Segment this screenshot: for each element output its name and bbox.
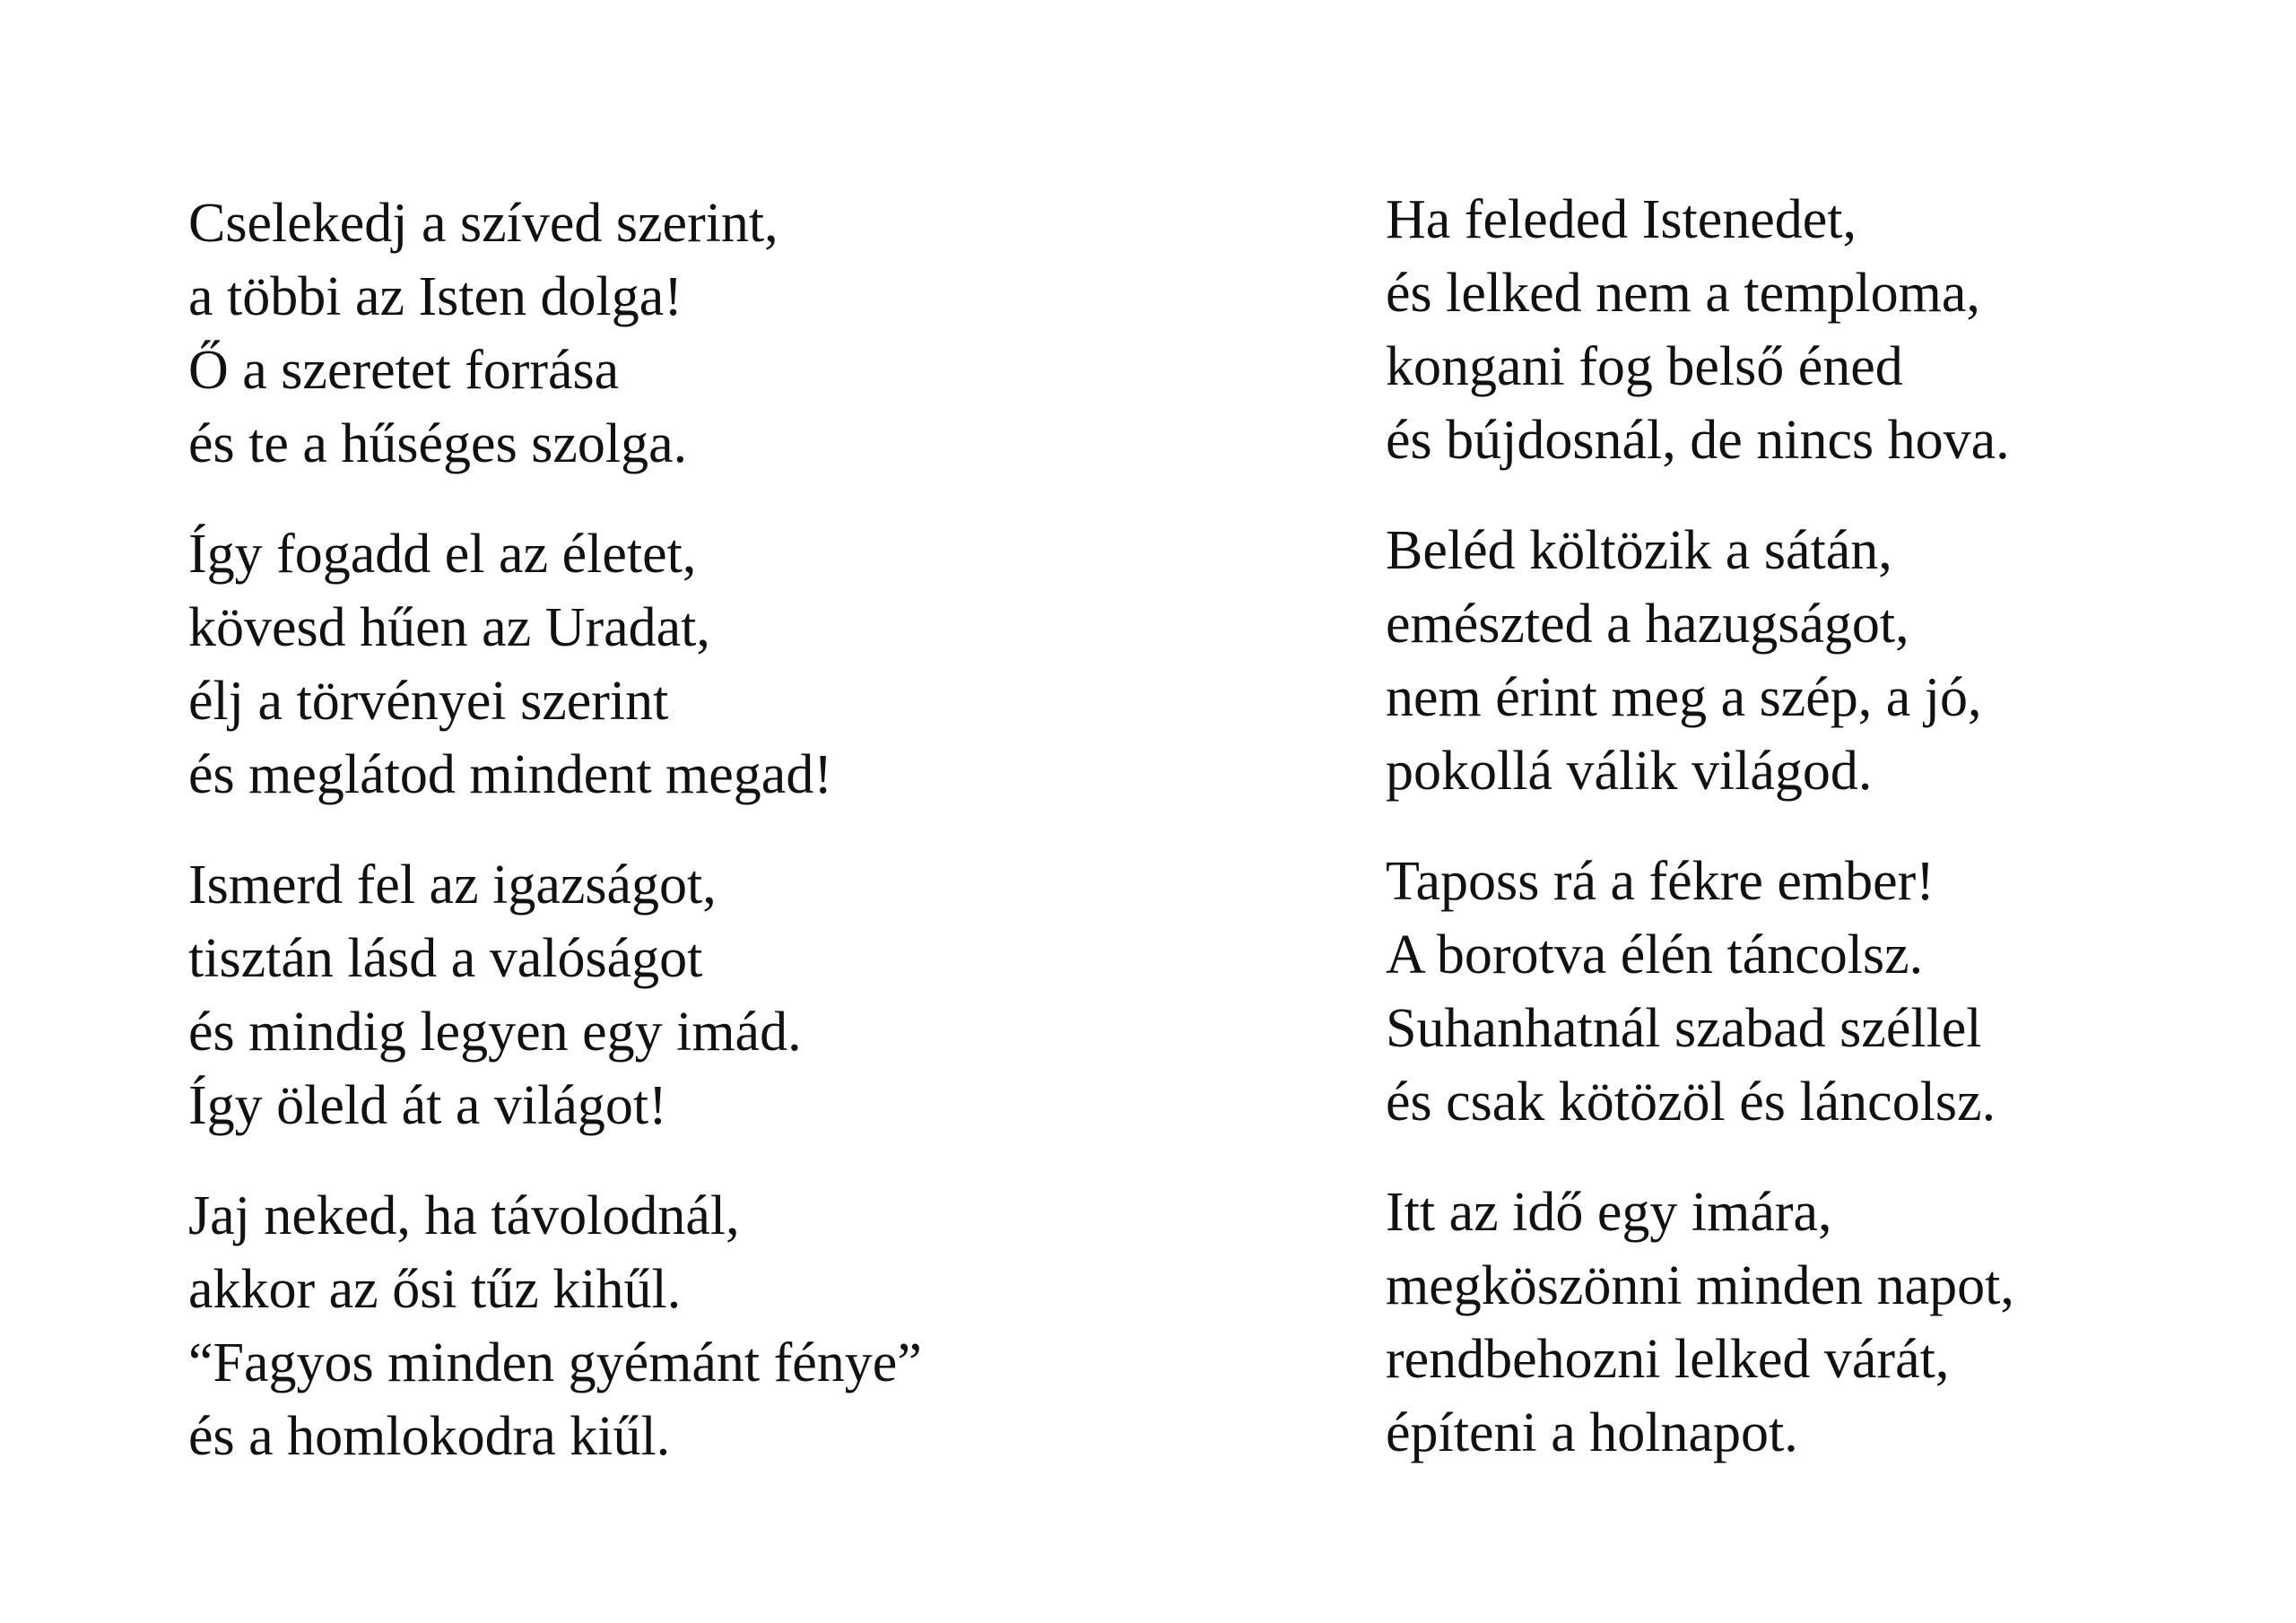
- poem-line: Jaj neked, ha távolodnál,: [188, 1185, 740, 1246]
- poem-line: és csak kötözöl és láncolsz.: [1386, 1072, 1996, 1133]
- poem-line: és mindig legyen egy imád.: [188, 1002, 802, 1063]
- poem-line: emészted a hazugságot,: [1386, 594, 1909, 655]
- poem-line: Ismerd fel az igazságot,: [188, 855, 717, 916]
- poem-line: építeni a holnapot.: [1386, 1402, 1798, 1463]
- poem-line: és bújdosnál, de nincs hova.: [1386, 410, 2010, 471]
- stanza: [1386, 845, 2296, 1139]
- stanza: [1386, 514, 2296, 808]
- stanza: [188, 517, 1175, 812]
- poem-line: Így fogadd el az életet,: [188, 524, 697, 585]
- poem-line: tisztán lásd a valóságot: [188, 928, 703, 989]
- poem-column-right: [1386, 183, 2296, 1506]
- poem-line: rendbehozni lelked várát,: [1386, 1329, 1950, 1390]
- poem-line: kövesd hűen az Uradat,: [188, 597, 710, 658]
- poem-line: és te a hűséges szolga.: [188, 413, 688, 474]
- poem-line: pokollá válik világod.: [1386, 741, 1873, 802]
- poem-line: Ő a szeretet forrása: [188, 340, 620, 401]
- poem-line: A borotva élén táncolsz.: [1386, 924, 1924, 985]
- poem-line: Beléd költözik a sátán,: [1386, 520, 1892, 581]
- poem-line: élj a törvényei szerint: [188, 671, 669, 732]
- stanza: [188, 187, 1175, 481]
- poem-line: megköszönni minden napot,: [1386, 1255, 2014, 1316]
- poem-line: a többi az Isten dolga!: [188, 266, 683, 327]
- poem-line: és meglátod mindent megad!: [188, 744, 832, 805]
- poem-line: Itt az idő egy imára,: [1386, 1182, 1832, 1243]
- poem-line: “Fagyos minden gyémánt fénye”: [188, 1332, 922, 1393]
- poem-line: Cselekedj a szíved szerint,: [188, 193, 778, 254]
- stanza: [1386, 1176, 2296, 1470]
- poem-line: nem érint meg a szép, a jó,: [1386, 667, 1982, 728]
- poem-column-left: [188, 187, 1175, 1510]
- poem-line: Ha feleded Istenedet,: [1386, 189, 1857, 250]
- stanza: [188, 848, 1175, 1142]
- stanza: [1386, 183, 2296, 477]
- poem-line: kongani fog belső éned: [1386, 336, 1903, 397]
- poem-line: Taposs rá a fékre ember!: [1386, 851, 1935, 912]
- poem-line: és a homlokodra kiűl.: [188, 1406, 671, 1467]
- poem-line: Így öleld át a világot!: [188, 1075, 667, 1136]
- poem-line: és lelked nem a temploma,: [1386, 263, 1980, 324]
- stanza: [188, 1179, 1175, 1473]
- poem-line: akkor az ősi tűz kihűl.: [188, 1259, 682, 1320]
- poem-line: Suhanhatnál szabad széllel: [1386, 998, 1982, 1059]
